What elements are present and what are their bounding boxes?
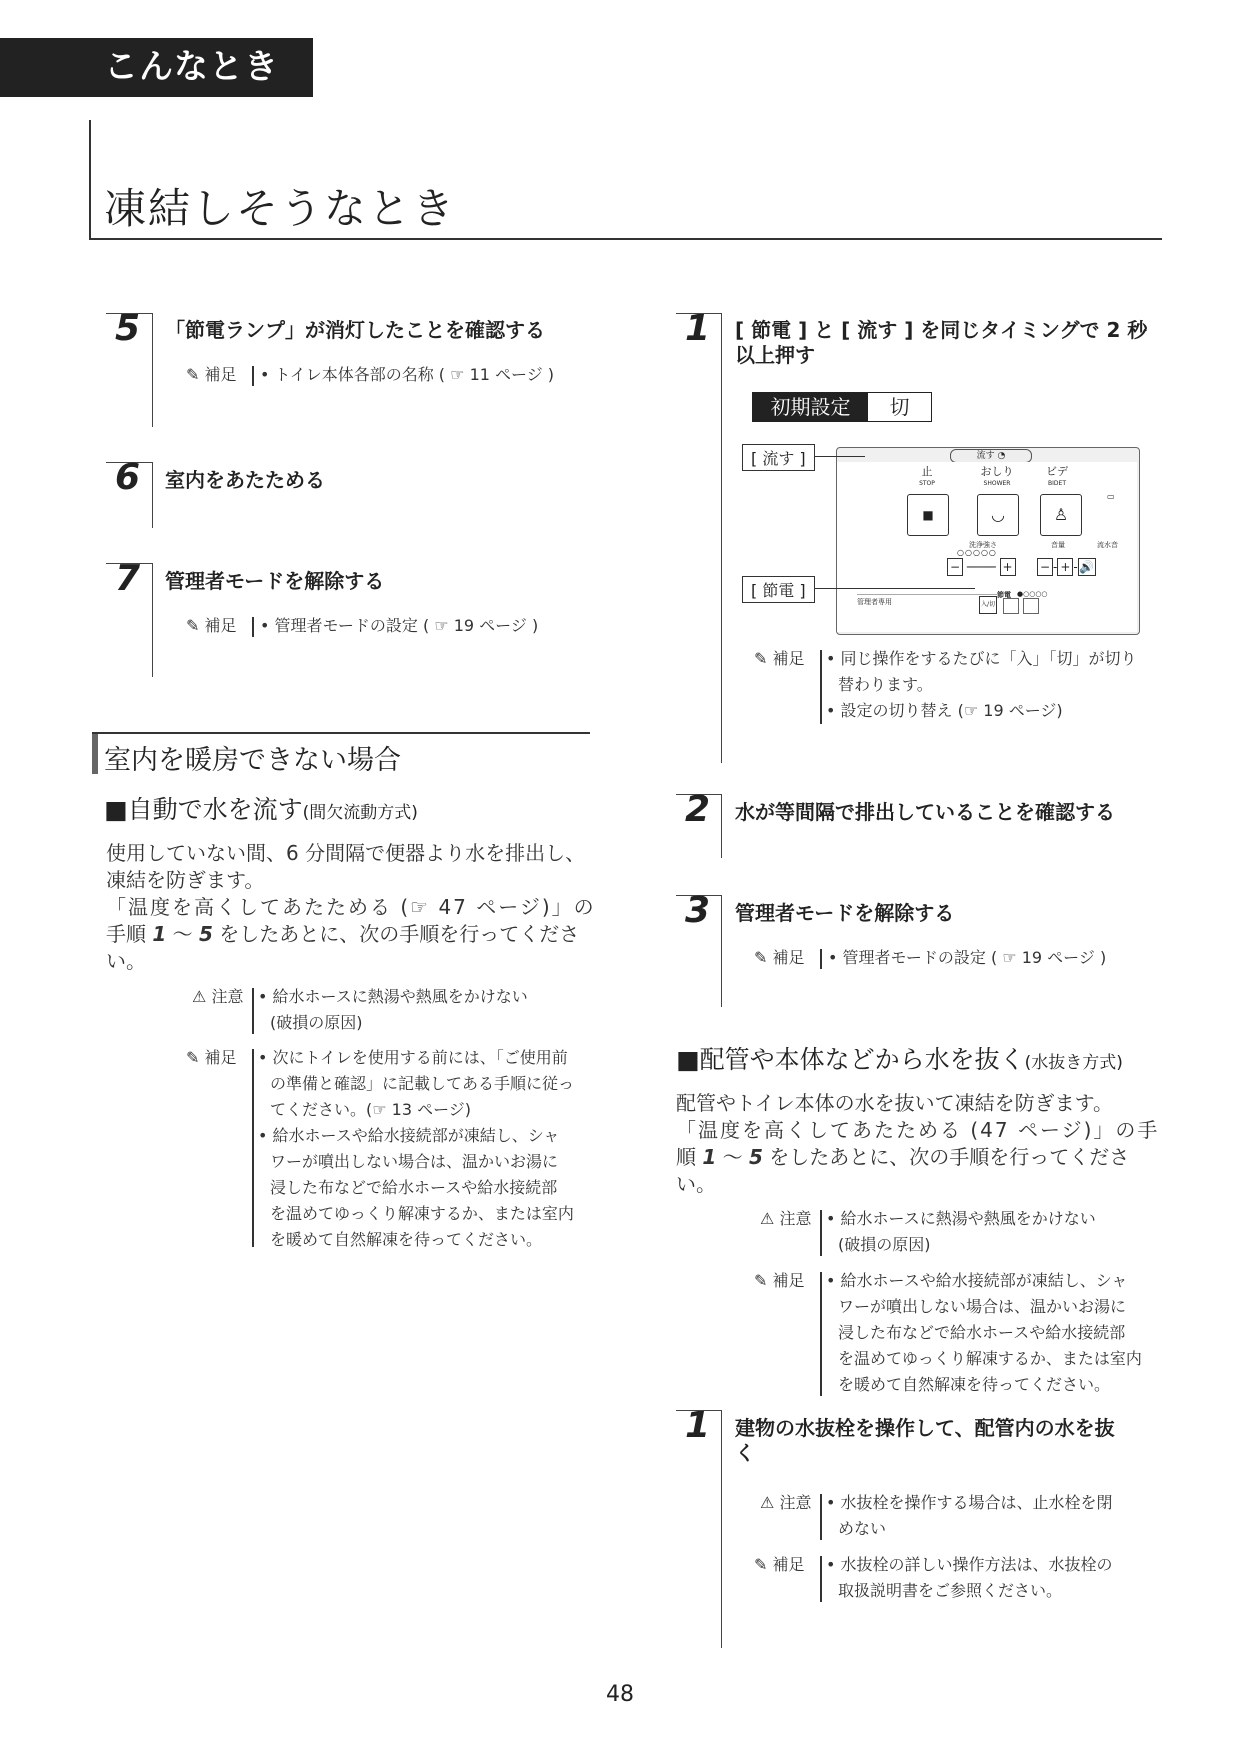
supplement-note: ✎ 補足 • 給水ホースや給水接続部が凍結し、シャ ワーが噴出しない場合は、温かいお湯に 浸した布などで給水ホースや給水接続部 を温めてゆっくり解凍するか、または室内 を暖めて自然解凍を待ってください。 (754, 1268, 1164, 1408)
caution-note: ⚠ 注意 • 水抜栓を操作する場合は、止水栓を閉 めない (760, 1493, 1113, 1538)
page-title: 凍結しそうなとき (104, 184, 457, 233)
note-text: • 管理者モードの設定 ( ☞ 19 ページ ) (260, 616, 539, 635)
title-rule-vertical (89, 120, 91, 240)
stop-label: 止 STOP (919, 465, 935, 487)
section-heading: 室内を暖房できない場合 (104, 745, 401, 776)
note-separator (820, 1272, 822, 1396)
step-number: 1 (684, 308, 710, 349)
callout-line (815, 588, 975, 589)
volume-label: 音量 (1051, 541, 1065, 549)
supplement-label: 補足 (772, 649, 805, 668)
supplement-label: 補足 (772, 948, 805, 967)
supplement-note: ✎ 補足 • 同じ操作をするたびに「入」「切」が切り 替わります。 • 設定の切り替え (☞ 19 ページ) (754, 646, 1154, 730)
power-save-button: 入/切 (979, 596, 997, 614)
step-bar (152, 563, 153, 677)
panel-small-button (1003, 598, 1019, 614)
warning-icon: ⚠ (760, 1209, 775, 1228)
supplement-label: 補足 (772, 1555, 805, 1574)
step-bar (152, 313, 153, 427)
volume-control: − - + - 🔊 (1037, 558, 1137, 574)
step-text: 室内をあたためる (165, 468, 325, 492)
stop-button: ■ (907, 494, 949, 536)
step-number: 5 (114, 308, 140, 349)
supplement-label: 補足 (204, 616, 237, 635)
note-separator (252, 366, 254, 386)
step-text: 管理者モードを解除する (735, 901, 955, 925)
subsection-heading: ■配管や本体などから水を抜く(水抜き方式) (676, 1045, 1123, 1074)
sound-label: 流水音 (1097, 541, 1118, 549)
caution-label: 注意 (211, 987, 244, 1006)
power-save-label: 節電 (997, 591, 1011, 599)
strength-dots: ○○○○○ (957, 548, 997, 557)
step-number: 2 (684, 789, 710, 830)
title-rule-horizontal (89, 238, 1162, 240)
step-text: 建物の水抜栓を操作して、配管内の水を抜 く (735, 1416, 1115, 1465)
note-separator (820, 1494, 822, 1540)
shower-label: おしり SHOWER (980, 465, 1014, 487)
bidet-label: ビデ BIDET (1046, 465, 1068, 487)
warning-icon: ⚠ (760, 1493, 775, 1512)
section-tab: こんなときは (0, 38, 313, 97)
caution-label: 注意 (779, 1209, 812, 1228)
note-separator (252, 1049, 254, 1247)
bidet-button: ♙ (1040, 494, 1082, 536)
step-text: 水が等間隔で排出していることを確認する (735, 800, 1115, 824)
pencil-icon: ✎ (186, 616, 200, 635)
supplement-note (186, 613, 586, 641)
supplement-note: ✎ 補足 • 次にトイレを使用する前には、「ご使用前 の準備と確認」に記載してある手順に従っ てください。(☞ 13 ページ) • 給水ホースや給水接続部が凍結し、シャ ワーが噴出しない場合は、温かいお湯に 浸した布などで給水ホースや給水接続部 を温めてゆっくり解凍するか、または室内 を暖めて自然解凍を待ってください。 (186, 1045, 596, 1255)
step-bar (721, 313, 722, 763)
note-separator (820, 650, 822, 724)
pencil-icon: ✎ (754, 1555, 768, 1574)
supplement-note (186, 362, 586, 390)
section-marker (92, 734, 98, 774)
step-bar (721, 1410, 722, 1648)
flush-button: 流す ◔ (950, 449, 1032, 463)
supplement-note (754, 945, 1154, 973)
control-panel-illustration (836, 447, 1140, 635)
supplement-label: 補足 (204, 1048, 237, 1067)
subsection-heading: ■自動で水を流す(間欠流動方式) (104, 795, 418, 824)
note-separator (820, 1210, 822, 1256)
battery-icon: ▭ (1107, 492, 1115, 501)
section-rule (92, 732, 590, 734)
step-number: 3 (684, 890, 710, 931)
caution-note: ⚠ 注意 • 給水ホースに熱湯や熱風をかけない (破損の原因) (760, 1209, 1096, 1254)
step-number: 6 (114, 457, 140, 498)
admin-area: 管理者専用 (857, 594, 997, 615)
callout-power-save: [ 節電 ] (742, 576, 815, 603)
panel-small-button (1023, 598, 1039, 614)
warning-icon: ⚠ (192, 987, 207, 1006)
note-separator (820, 1556, 822, 1602)
note-text: • 管理者モードの設定 ( ☞ 19 ページ ) (828, 948, 1107, 967)
note-separator (820, 949, 822, 969)
step-text: 「節電ランプ」が消灯したことを確認する (165, 318, 545, 342)
note-text: • トイレ本体各部の名称 ( ☞ 11 ページ ) (260, 365, 555, 384)
display-label: 初期設定 (753, 393, 868, 421)
pencil-icon: ✎ (754, 948, 768, 967)
display-value: 切 (889, 395, 910, 419)
step-number: 1 (684, 1405, 710, 1446)
step-text: [ 節電 ] と [ 流す ] を同じタイミングで 2 秒 以上押す (735, 318, 1148, 367)
callout-flush: [ 流す ] (742, 444, 815, 471)
strength-label: 洗浄強さ (969, 541, 997, 549)
caution-label: 注意 (779, 1493, 812, 1512)
step-bar (721, 794, 722, 858)
power-dots: ●○○○○ (1017, 590, 1048, 598)
note-separator (252, 988, 254, 1034)
page-number: 48 (606, 1682, 634, 1707)
pencil-icon: ✎ (754, 1271, 768, 1290)
display-indicator (752, 392, 932, 422)
callout-line (815, 456, 865, 457)
step-bar (152, 462, 153, 528)
section-paragraph: 配管やトイレ本体の水を抜いて凍結を防ぎます。 「温度を高くしてあたためる (47 ページ)」の手 順 1 ～ 5 をしたあとに、次の手順を行ってください。 (676, 1091, 1160, 1196)
pencil-icon: ✎ (754, 649, 768, 668)
pencil-icon: ✎ (186, 1048, 200, 1067)
supplement-label: 補足 (204, 365, 237, 384)
step-number: 7 (114, 558, 140, 599)
strength-control: − ──── + (947, 558, 1025, 574)
section-paragraph: 使用していない間、6 分間隔で便器より水を排出し、 凍結を防ぎます。 「温度を高くしてあたためる (☞ 47 ページ)」の 手順 1 ～ 5 をしたあとに、次の手順を行ってくださ い。 (106, 841, 596, 973)
supplement-note: ✎ 補足 • 水抜栓の詳しい操作方法は、水抜栓の 取扱説明書をご参照ください。 (754, 1552, 1164, 1608)
step-text: 管理者モードを解除する (165, 569, 385, 593)
shower-button: ◡ (977, 494, 1019, 536)
supplement-label: 補足 (772, 1271, 805, 1290)
caution-note: ⚠ 注意 • 給水ホースに熱湯や熱風をかけない (破損の原因) (192, 987, 528, 1032)
note-separator (252, 617, 254, 637)
pencil-icon: ✎ (186, 365, 200, 384)
step-bar (721, 895, 722, 1007)
